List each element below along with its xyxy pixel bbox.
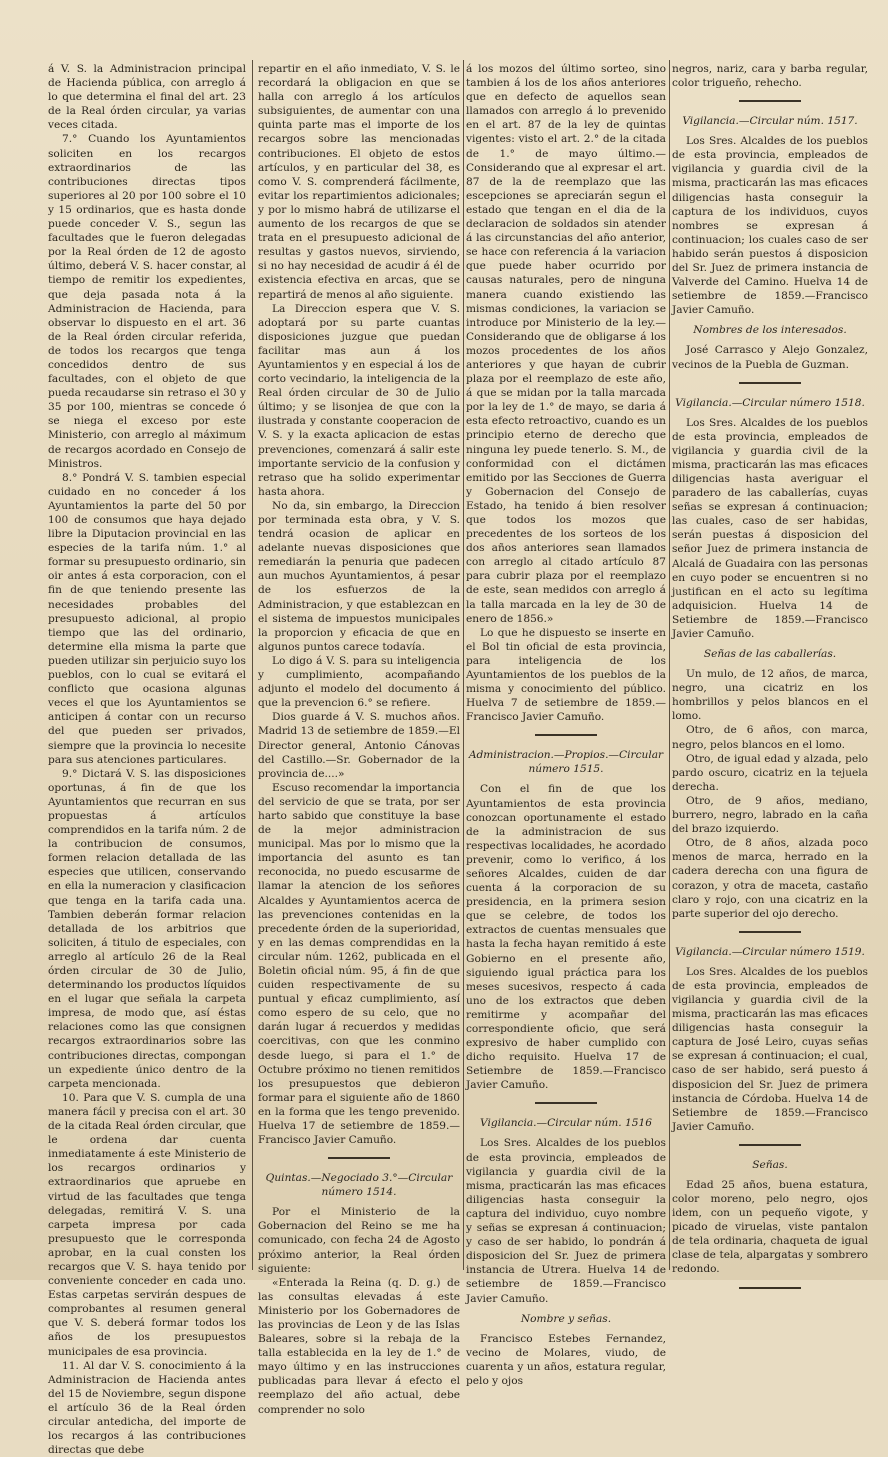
section-separator — [535, 734, 597, 736]
paragraph: Lo digo á V. S. para su inteligencia y cumplimiento, acompañando adjunto el modelo del documento á que la prevencion 6.° se refiere. — [258, 654, 460, 710]
paragraph: 7.° Cuando los Ayuntamientos soliciten en los recargos extraordinarios de las contribuciones directas tipos superiores al 20 por 100 sobre el 10 y 15 ordinarios, que es hasta donde puede conceder V. S., segun las facultades que le fueron delegadas por la Real órden de 12 de agosto último, deberá V. S. hacer constar, al tiempo de remitir los expedientes, que deja pasada nota á la Administracion de Hacienda, para observar lo dispuesto en el art. 36 de la Real órden circular referida, de todos los recargos que tenga concedidos dentro de sus facultades, con el objeto de que pueda recaudarse sin retraso el 30 y 35 por 100, mientras se concede ó se niega el exceso por este Ministerio, con arreglo al máximum de recargos acordado en Consejo de Ministros. — [48, 133, 246, 470]
column-1 — [48, 62, 246, 1457]
paragraph: Otro, de 9 años, mediano, burrero, negro, labrado en la caña del brazo izquierdo. — [672, 794, 868, 836]
paragraph: «Enterada la Reina (q. D. g.) de las consultas elevadas á este Ministerio por los Gobernadores de las provincias de Leon y de las Islas Baleares, sobre si la rebaja de la talla establecida en la ley de 1.° de mayo último y en las instrucciones publicadas para llevar á efecto el reemplazo del año actual, debe comprender no solo — [258, 1276, 460, 1416]
section-separator — [535, 1102, 597, 1104]
paragraph: La Direccion espera que V. S. adoptará por su parte cuantas disposiciones juzgue que puedan facilitar mas aun á los Ayuntamientos y en especial á los de corto vecindario, la inteligencia de la Real órden circular de 30 de Julio último; y se lisonjea de que con la ilustrada y constante cooperacion de V. S. y la exacta aplicacion de estas prevenciones, comenzará á salir este importante servicio de la confusion y retraso que ha solido experimentar hasta ahora. — [258, 302, 460, 498]
subsection-heading: Nombres de los interesados. — [693, 324, 847, 337]
column-rule — [252, 60, 253, 1270]
paragraph: No da, sin embargo, la Direccion por terminada esta obra, y V. S. tendrá ocasion de aplicar en adelante nuevas disposiciones que remediarán la penuria que padecen aun muchos Ayuntamientos, á pesar de los esfuerzos de la Administracion, y que establezcan en el sistema de impuestos municipales la proporcion y eficacia de que en algunos puntos carece todavía. — [258, 499, 460, 653]
paragraph: Con el fin de que los Ayuntamientos de esta provincia conozcan oportunamente el estado de la administracion de sus respectivas localidades, he acordado prevenir, como lo verifico, á los señores Alcaldes, cuiden de dar cuenta á la corporacion de su presidencia, en la primera sesion que se celebre, de todos los extractos de cuentas mensuales que hasta la fecha hayan remitido á este Gobierno en el presente año, siguiendo igual práctica para los meses sucesivos, respecto á cada uno de los extractos que deben remitirme y acompañar del correspondiente oficio, que será expresivo de haber cumplido con dicho requisito. Huelva 17 de Setiembre de 1859.—Francisco Javier Camuño. — [466, 783, 666, 1092]
paragraph: Lo que he dispuesto se inserte en el Bol tin oficial de esta provincia, para inteligencia de los Ayuntamientos de los pueblos de la misma y conocimiento del público. Huelva 7 de setiembre de 1859.—Francisco Javier Camuño. — [466, 626, 666, 724]
paragraph: repartir en el año inmediato, V. S. le recordará la obligacion en que se halla con arreglo á los artículos subsiguientes, de aumentar con una quinta parte mas el importe de los recargos sobre las mencionadas contribuciones. El objeto de estos artículos, y en particular del 38, es como V. S. comprenderá fácilmente, evitar los repartimientos adicionales; y por lo mismo habrá de utilizarse el aumento de los recargos de que se trata en el presupuesto adicional de resultas y gastos nuevos, sirviendo, si no hay necesidad de acudir á él de existencia efectiva en arcas, que se repartirá de menos al año siguiente. — [258, 63, 460, 301]
paragraph: Dios guarde á V. S. muchos años. Madrid 13 de setiembre de 1859.—El Director general, Antonio Cánovas del Castillo.—Sr. Gobernador de la provincia de....» — [258, 711, 460, 780]
paragraph: Otro, de igual edad y alzada, pelo pardo oscuro, cicatriz en la tejuela derecha. — [672, 752, 868, 793]
paragraph: Los Sres. Alcaldes de los pueblos de esta provincia, empleados de vigilancia y guardia civil de la misma, practicarán las mas eficaces diligencias hasta conseguir la captura de los individuos, cuyos nombres se expresan á continuacion; los cuales caso de ser habido serán puestos á disposicion del Sr. Juez de primera instancia de Valverde del Camino. Huelva 14 de setiembre de 1859.—Francisco Javier Camuño. — [672, 135, 868, 317]
section-heading: Vigilancia.—Circular núm. 1517. — [682, 115, 858, 128]
section-separator — [328, 1157, 390, 1159]
paragraph: Los Sres. Alcaldes de los pueblos de esta provincia, empleados de vigilancia y guardia civil de la misma, practicarán las mas eficaces diligencias hasta averiguar el paradero de las caballerías, cuyas señas se expresan á continuacion; las cuales, caso de ser habidas, serán puestas á disposicion del señor Juez de primera instancia de Alcalá de Guadaira con las personas en cuyo poder se encuentren si no justifican en el acto su legítima adquisicion. Huelva 14 de Setiembre de 1859.—Francisco Javier Camuño. — [672, 416, 868, 640]
section-heading: Administracion.—Propios.—Circular número 1515. — [468, 749, 664, 776]
paragraph: Los Sres. Alcaldes de los pueblos de esta provincia, empleados de vigilancia y guardia civil de la misma, practicarán las mas eficaces diligencias hasta conseguir la captura del individuo, cuyo nombre y señas se expresan á continuacion; y caso de ser habido, lo pondrán á disposicion del Sr. Juez de primera instancia de Utrera. Huelva 14 de setiembre de 1859.—Francisco Javier Camuño. — [466, 1137, 666, 1305]
paragraph: Otro, de 8 años, alzada poco menos de marca, herrado en la cadera derecha con una figura de corazon, y otra de maceta, castaño claro y rojo, con una cicatriz en la parte superior del ojo derecho. — [672, 837, 868, 920]
paragraph: á V. S. la Administracion principal de Hacienda pública, con arreglo á lo que determina el final del art. 23 de la Real órden circular, ya varias veces citada. — [48, 63, 246, 132]
column-2 — [258, 62, 460, 1416]
subsection-heading: Señas. — [752, 1158, 788, 1171]
section-heading: Quintas.—Negociado 3.°—Circular número 1514. — [265, 1172, 453, 1199]
column-rule — [463, 60, 464, 1270]
column-3 — [466, 62, 666, 1387]
paragraph: Edad 25 años, buena estatura, color moreno, pelo negro, ojos idem, con un pequeño vigote, y picado de viruelas, viste pantalon de tela ordinaria, chaqueta de igual clase de tela, alpargatas y sombrero redondo. — [672, 1178, 868, 1276]
paragraph: Un mulo, de 12 años, de marca, negro, una cicatriz en los hombrillos y pelos blancos en el lomo. — [672, 668, 868, 723]
paragraph: Escuso recomendar la importancia del servicio de que se trata, por ser harto sabido que constituye la base de la mejor administracion municipal. Mas por lo mismo que la importancia del asunto es tan reconocida, no puedo escusarme de llamar la atencion de los señores Alcaldes y Ayuntamientos acerca de las prevenciones contenidas en la precedente órden de la superioridad, y en las demas comprendidas en la circular núm. 1262, publicada en el Boletin oficial núm. 95, á fin de que cuiden respectivamente de su puntual y eficaz cumplimiento, así como espero de su celo, que no darán lugar á recuerdos y medidas coercitivas, con que les conmino desde luego, si para el 1.° de Octubre próximo no tienen remitidos los presupuestos que debieron formar para el siguiente año de 1860 en la forma que les tengo prevenido. Huelva 17 de setiembre de 1859.—Francisco Javier Camuño. — [258, 781, 460, 1147]
section-separator — [739, 1144, 801, 1146]
column-4 — [672, 62, 868, 1276]
section-separator — [739, 100, 801, 102]
section-heading: Vigilancia.—Circular número 1518. — [675, 396, 865, 409]
paragraph: 11. Al dar V. S. conocimiento á la Administracion de Hacienda antes del 15 de Noviembre, segun dispone el artículo 36 de la Real órden circular antedicha, del importe de los recargos á las contribuciones directas que debe — [48, 1359, 246, 1457]
subsection-heading: Nombre y señas. — [520, 1312, 612, 1325]
paragraph: Otro, de 6 años, con marca, negro, pelos blancos en el lomo. — [672, 724, 868, 751]
paragraph: José Carrasco y Alejo Gonzalez, vecinos de la Puebla de Guzman. — [672, 344, 868, 371]
section-separator — [739, 931, 801, 933]
paragraph: á los mozos del último sorteo, sino tambien á los de los años anteriores que en defecto de aquellos sean llamados con arreglo á lo prevenido en el art. 87 de la ley de quintas vigentes: visto el art. 2.° de la citada de 1.° de mayo último.—Considerando que al expresar el art. 87 de la de reemplazo que las escepciones se apreciarán segun el estado que tengan en el dia de la declaracion de soldados sin atender á las circunstancias del año anterior, se hace con referencia á la variacion que puede haber ocurrido por causas naturales, pero de ninguna manera cuando existiendo las mismas condiciones, la variacion se introduce por Ministerio de la ley.—Considerando que de obligarse á los mozos procedentes de los años anteriores y que hayan de cubrir plaza por el reemplazo de este año, á que se midan por la talla marcada por la ley de 1.° de mayo, se daria á esta efecto retroactivo, cuando es un principio eterno de derecho que ninguna ley puede tenerlo. S. M., de conformidad con el dictámen emitido por las Secciones de Guerra y Gobernacion del Consejo de Estado, ha tenido á bien resolver que todos los mozos que precedentes de los sorteos de los dos años anteriores sean llamados con arreglo al citado artículo 87 para cubrir plaza por el reemplazo de este, sean medidos con arreglo á la talla marcada en la ley de 30 de enero de 1856.» — [466, 63, 666, 625]
section-separator — [739, 382, 801, 384]
paragraph: 9.° Dictará V. S. las disposiciones oportunas, á fin de que los Ayuntamientos que recurran en sus propuestas á artículos comprendidos en la tarifa núm. 2 de la contribucion de consumos, formen relacion detallada de las especies que utilicen, conservando en ella la numeracion y clasificacion que tenga en la tarifa cada una. Tambien deberán formar relacion detallada de los arbitrios que soliciten, á titulo de especiales, con arreglo al artículo 26 de la Real órden circular de 30 de Julio, determinando los productos líquidos en el lugar que señala la carpeta impresa, de modo que, así éstas relaciones como las que consignen recargos extraordinarios sobre las contribuciones directas, compongan un expediente único dentro de la carpeta mencionada. — [48, 767, 246, 1090]
paragraph: 8.° Pondrá V. S. tambien especial cuidado en no conceder á los Ayuntamientos la parte del 50 por 100 de consumos que haya dejado libre la Diputacion provincial en las especies de la tarifa núm. 1.° al formar su presupuesto ordinario, sin oir antes á esta corporacion, con el fin de que teniendo presente las necesidades probables del presupuesto adicional, al propio tiempo que las del ordinario, determine ella misma la parte que pueden utilizar sin perjuicio suyo los pueblos, con lo cual se evitará el conflicto que ocasiona algunas veces el que los Ayuntamientos se anticipen á contar con un recurso del que pueden ser privados, siempre que la provincia lo necesite para sus atenciones particulares. — [48, 471, 246, 766]
paragraph: Por el Ministerio de la Gobernacion del Reino se me ha comunicado, con fecha 24 de Agosto próximo anterior, la Real órden siguiente: — [258, 1206, 460, 1275]
section-separator — [739, 1287, 801, 1289]
paragraph: negros, nariz, cara y barba regular, color trigueño, rehecho. — [672, 63, 868, 90]
paragraph: Los Sres. Alcaldes de los pueblos de esta provincia, empleados de vigilancia y guardia civil de la misma, practicarán las mas eficaces diligencias hasta conseguir la captura de José Leiro, cuyas señas se expresan á continuacion; el cual, caso de ser habido, será puesto á disposicion del Sr. Juez de primera instancia de Córdoba. Huelva 14 de Setiembre de 1859.—Francisco Javier Camuño. — [672, 965, 868, 1133]
section-heading: Vigilancia.—Circular núm. 1516 — [480, 1117, 652, 1130]
paragraph: 10. Para que V. S. cumpla de una manera fácil y precisa con el art. 30 de la citada Real órden circular, que le ordena dar cuenta inmediatamente á este Ministerio de los recargos ordinarios y extraordinarios que apruebe en virtud de las facultades que tenga delegadas, remitirá V. S. una carpeta impresa por cada presupuesto que le corresponda aprobar, en la cual consten los recargos que V. S. haya tenido por conveniente conceder en cada uno. Estas carpetas servirán despues de comprobantes al resumen general que V. S. deberá formar todos los años de los presupuestos municipales de esa provincia. — [48, 1091, 246, 1358]
section-heading: Vigilancia.—Circular número 1519. — [675, 945, 865, 958]
subsection-heading: Señas de las caballerías. — [703, 648, 837, 661]
column-rule — [669, 60, 670, 1270]
paragraph: Francisco Estebes Fernandez, vecino de Molares, viudo, de cuarenta y un años, estatura regular, pelo y ojos — [466, 1332, 666, 1387]
